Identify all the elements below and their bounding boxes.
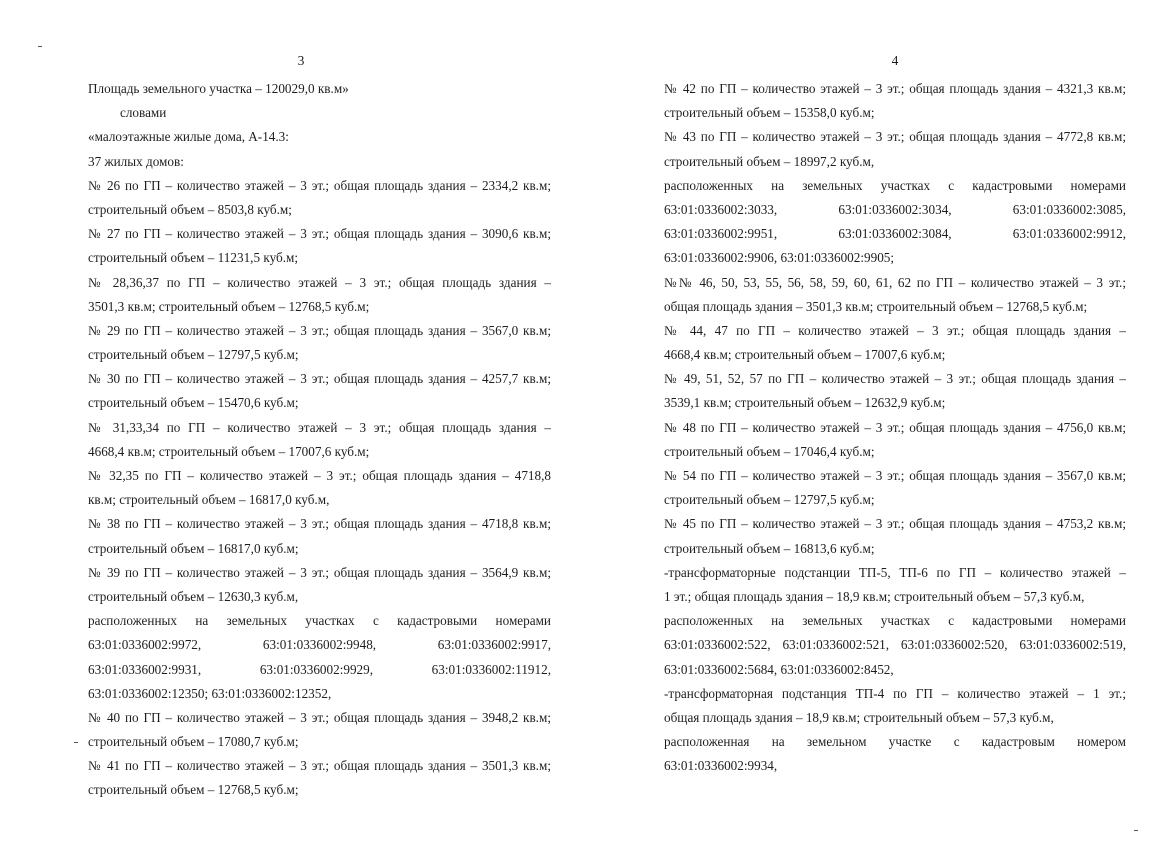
text-line: строительный объем – 12768,5 куб.м; [88, 782, 299, 798]
text-line: № 30 по ГП – количество этажей – 3 эт.; общая площадь здания – 4257,7 кв.м; [88, 371, 551, 387]
page-number: 3 [297, 53, 305, 68]
text-line: строительный объем – 12797,5 куб.м; [88, 347, 299, 363]
text-line: 63:01:0336002:9972, 63:01:0336002:9948, 63:01:0336002:9917, [88, 637, 551, 653]
text-line: строительный объем – 11231,5 куб.м; [88, 250, 299, 266]
text-line: №№ 46, 50, 53, 55, 56, 58, 59, 60, 61, 62 по ГП – количество этажей – 3 эт.; [664, 274, 1126, 290]
text-line: 1 эт.; общая площадь здания – 18,9 кв.м; строительный объем – 57,3 куб.м, [664, 588, 1085, 604]
text-line: 63:01:0336002:522, 63:01:0336002:521, 63:01:0336002:520, 63:01:0336002:519, [664, 637, 1126, 653]
text-line: 63:01:0336002:5684, 63:01:0336002:8452, [664, 661, 894, 677]
text-line: 37 жилых домов: [88, 153, 184, 169]
text-line: 63:01:0336002:9951, 63:01:0336002:3084, 63:01:0336002:9912, [664, 226, 1126, 242]
text-line: 4668,4 кв.м; строительный объем – 17007,6 куб.м; [664, 347, 946, 363]
text-line: № 41 по ГП – количество этажей – 3 эт.; общая площадь здания – 3501,3 кв.м; [88, 758, 551, 774]
page-text [664, 77, 1126, 778]
right-page [664, 0, 1126, 850]
text-line: кв.м; строительный объем – 16817,0 куб.м, [88, 492, 330, 508]
text-line: 4668,4 кв.м; строительный объем – 17007,6 куб.м; [88, 443, 370, 459]
text-line: 63:01:0336002:9931, 63:01:0336002:9929, 63:01:0336002:11912, [88, 661, 551, 677]
text-line: № 54 по ГП – количество этажей – 3 эт.; общая площадь здания – 3567,0 кв.м; [664, 468, 1126, 483]
text-line: 63:01:0336002:9906, 63:01:0336002:9905; [664, 250, 895, 266]
text-line: 3539,1 кв.м; строительный объем – 12632,9 куб.м; [664, 395, 946, 411]
text-line: № 45 по ГП – количество этажей – 3 эт.; общая площадь здания – 4753,2 кв.м; [664, 516, 1126, 532]
text-line: строительный объем – 16817,0 куб.м; [88, 540, 299, 556]
text-line: -трансформаторная подстанция ТП-4 по ГП – количество этажей – 1 эт.; [664, 685, 1126, 701]
text-line: расположенная на земельном участке с кадастровым номером [664, 734, 1126, 750]
text-line: строительный объем – 17046,4 куб.м; [664, 443, 875, 459]
left-page [88, 0, 551, 850]
text-line: расположенных на земельных участках с кадастровыми номерами [664, 613, 1126, 629]
text-line: № 27 по ГП – количество этажей – 3 эт.; общая площадь здания – 3090,6 кв.м; [88, 226, 551, 242]
text-line: строительный объем – 15470,6 куб.м; [88, 395, 299, 411]
scan-speck [38, 46, 42, 47]
text-line: № 26 по ГП – количество этажей – 3 эт.; общая площадь здания – 2334,2 кв.м; [88, 177, 551, 193]
scan-speck [74, 742, 78, 743]
text-line: № 43 по ГП – количество этажей – 3 эт.; общая площадь здания – 4772,8 кв.м; [664, 129, 1126, 145]
text-line: № 32,35 по ГП – количество этажей – 3 эт.; общая площадь здания – 4718,8 [88, 468, 551, 483]
text-line: № 48 по ГП – количество этажей – 3 эт.; общая площадь здания – 4756,0 кв.м; [664, 419, 1126, 435]
page-number: 4 [891, 53, 899, 68]
text-line: № 29 по ГП – количество этажей – 3 эт.; общая площадь здания – 3567,0 кв.м; [88, 322, 551, 338]
text-line: строительный объем – 12797,5 куб.м; [664, 492, 875, 508]
text-line: словами [120, 105, 167, 121]
text-line: -трансформаторные подстанции ТП-5, ТП-6 по ГП – количество этажей – [664, 564, 1126, 580]
text-line: расположенных на земельных участках с кадастровыми номерами [664, 177, 1126, 193]
text-line: Площадь земельного участка – 120029,0 кв.м» [88, 81, 349, 96]
text-line: общая площадь здания – 18,9 кв.м; строительный объем – 57,3 куб.м, [664, 709, 1054, 725]
text-line: 63:01:0336002:9934, [664, 758, 778, 774]
text-line: строительный объем – 18997,2 куб.м, [664, 153, 875, 169]
scan-speck [1134, 830, 1138, 831]
text-line: строительный объем – 15358,0 куб.м; [664, 105, 875, 121]
text-line: строительный объем – 17080,7 куб.м; [88, 734, 299, 750]
page-text [88, 77, 551, 803]
text-line: № 38 по ГП – количество этажей – 3 эт.; общая площадь здания – 4718,8 кв.м; [88, 516, 551, 532]
text-line: «малоэтажные жилые дома, А-14.3: [88, 129, 289, 145]
text-line: № 42 по ГП – количество этажей – 3 эт.; общая площадь здания – 4321,3 кв.м; [664, 81, 1126, 96]
text-line: строительный объем – 12630,3 куб.м, [88, 588, 299, 604]
text-line: № 31,33,34 по ГП – количество этажей – 3 эт.; общая площадь здания – [88, 419, 551, 435]
text-line: 63:01:0336002:3033, 63:01:0336002:3034, 63:01:0336002:3085, [664, 201, 1126, 217]
text-line: расположенных на земельных участках с кадастровыми номерами [88, 613, 551, 629]
text-line: общая площадь здания – 3501,3 кв.м; строительный объем – 12768,5 куб.м; [664, 298, 1088, 314]
text-line: № 40 по ГП – количество этажей – 3 эт.; общая площадь здания – 3948,2 кв.м; [88, 709, 551, 725]
text-line: 3501,3 кв.м; строительный объем – 12768,5 куб.м; [88, 298, 370, 314]
text-line: строительный объем – 8503,8 куб.м; [88, 201, 292, 217]
text-line: № 49, 51, 52, 57 по ГП – количество этажей – 3 эт.; общая площадь здания – [664, 371, 1126, 387]
text-line: строительный объем – 16813,6 куб.м; [664, 540, 875, 556]
text-line: № 28,36,37 по ГП – количество этажей – 3 эт.; общая площадь здания – [88, 274, 551, 290]
text-line: 63:01:0336002:12350; 63:01:0336002:12352, [88, 685, 332, 701]
text-line: № 39 по ГП – количество этажей – 3 эт.; общая площадь здания – 3564,9 кв.м; [88, 564, 551, 580]
text-line: № 44, 47 по ГП – количество этажей – 3 эт.; общая площадь здания – [664, 322, 1126, 338]
